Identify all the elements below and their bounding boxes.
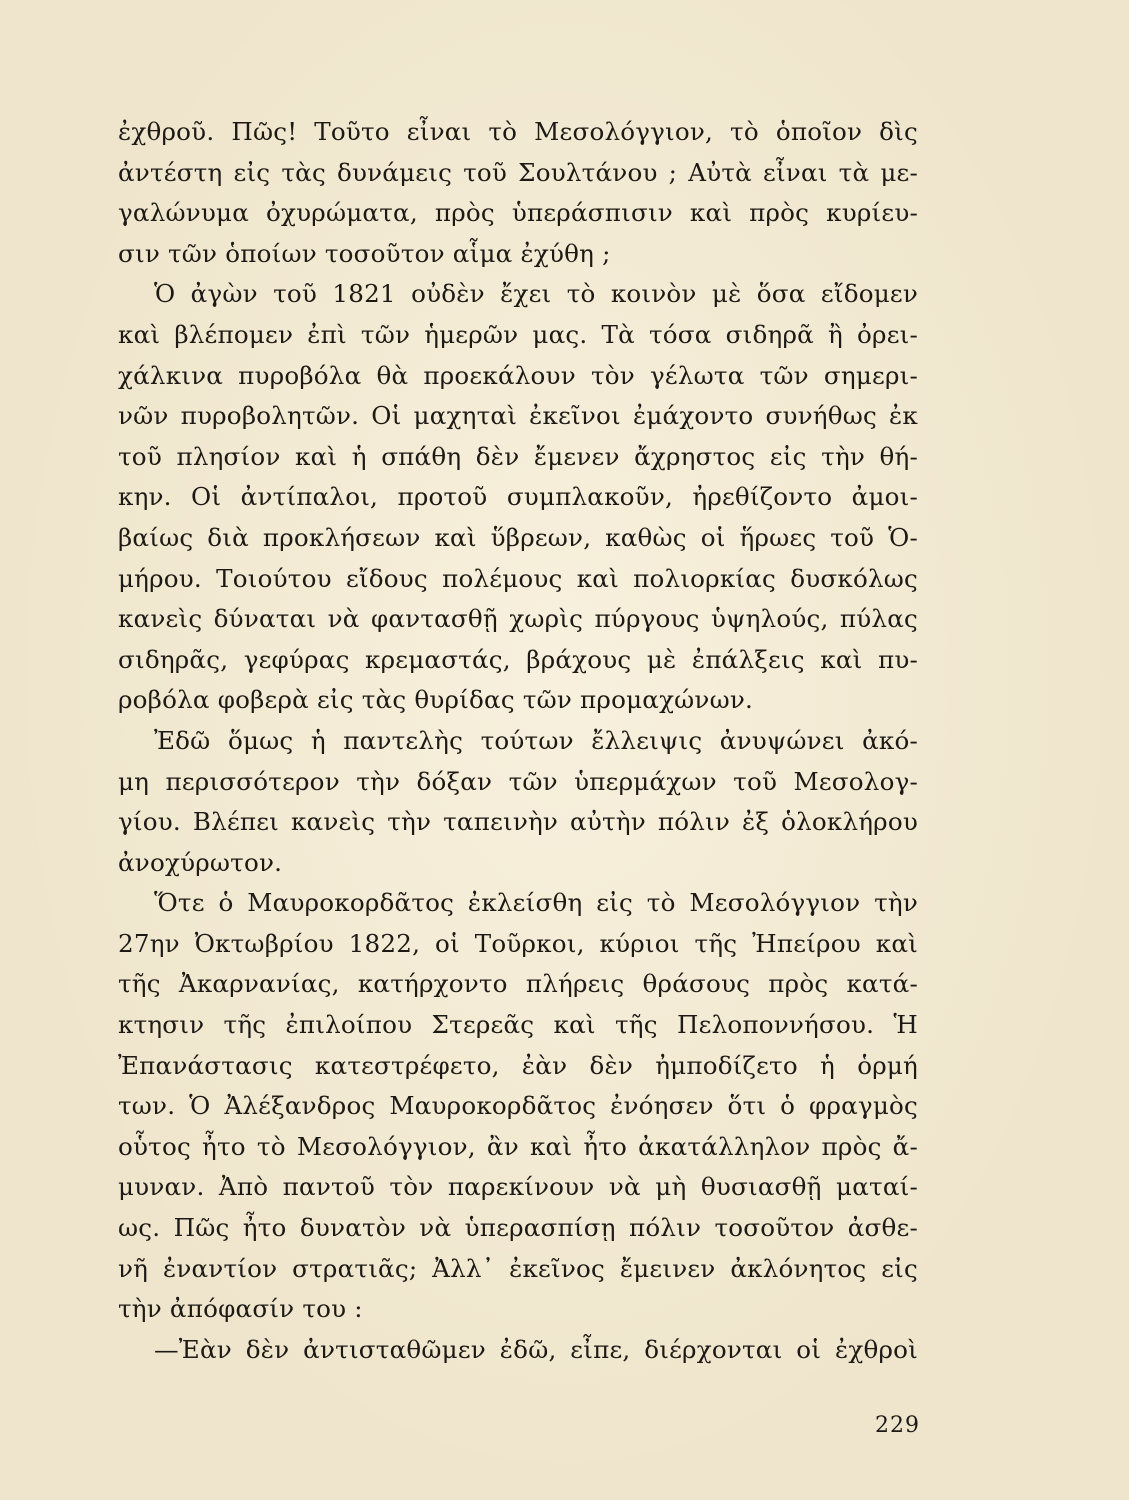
text-line: Ἐδῶ ὅμως ἡ παντελὴς τούτων ἔλλειψις ἀνυψώνει ἀκό- (154, 725, 918, 755)
text-line: γαλώνυμα ὀχυρώματα, πρὸς ὑπεράσπισιν καὶ πρὸς κυρίευ- (118, 198, 918, 228)
text-line: των. Ὁ Ἀλέξανδρος Μαυροκορδᾶτος ἐνόησεν ὅτι ὁ φραγμὸς (118, 1091, 918, 1121)
text-line: —Ἐὰν δὲν ἀντισταθῶμεν ἐδῶ, εἶπε, διέρχονται οἱ ἐχθροὶ (154, 1334, 918, 1364)
text-line: οὗτος ἦτο τὸ Μεσολόγγιον, ἂν καὶ ἦτο ἀκατάλληλον πρὸς ἄ- (118, 1131, 918, 1161)
text-line: τὴν ἀπόφασίν του : (118, 1294, 363, 1324)
text-line: μήρου. Τοιούτου εἴδους πολέμους καὶ πολιορκίας δυσκόλως (118, 563, 918, 593)
text-line: τοῦ πλησίον καὶ ἡ σπάθη δὲν ἔμενεν ἄχρηστος εἰς τὴν θή- (118, 441, 918, 471)
body-text (118, 112, 918, 1370)
text-line: κτησιν τῆς ἐπιλοίπου Στερεᾶς καὶ τῆς Πελοποννήσου. Ἡ (118, 1010, 918, 1040)
text-line: ἀνοχύρωτον. (118, 847, 283, 877)
text-line: κην. Οἱ ἀντίπαλοι, προτοῦ συμπλακοῦν, ἠρεθίζοντο ἀμοι- (118, 482, 918, 512)
text-line: τῆς Ἀκαρνανίας, κατήρχοντο πλήρεις θράσους πρὸς κατά- (118, 969, 918, 999)
text-line: Ἐπανάστασις κατεστρέφετο, ἐὰν δὲν ἠμποδίζετο ἡ ὁρμή (118, 1050, 918, 1080)
page-number: 229 (875, 1413, 920, 1438)
text-line: σιδηρᾶς, γεφύρας κρεμαστάς, βράχους μὲ ἐπάλξεις καὶ πυ- (118, 644, 918, 674)
text-line: καὶ βλέπομεν ἐπὶ τῶν ἡμερῶν μας. Τὰ τόσα σιδηρᾶ ἢ ὀρει- (118, 319, 918, 349)
text-line: νῶν πυροβολητῶν. Οἱ μαχηταὶ ἐκεῖνοι ἐμάχοντο συνήθως ἐκ (118, 401, 918, 431)
text-line: Ὁ ἀγὼν τοῦ 1821 οὐδὲν ἔχει τὸ κοινὸν μὲ ὅσα εἴδομεν (154, 279, 918, 309)
text-line: βαίως διὰ προκλήσεων καὶ ὕβρεων, καθὼς οἱ ἥρωες τοῦ Ὁ- (118, 522, 918, 552)
text-line: κανεὶς δύναται νὰ φαντασθῇ χωρὶς πύργους ὑψηλούς, πύλας (118, 604, 918, 634)
text-line: μη περισσότερον τὴν δόξαν τῶν ὑπερμάχων τοῦ Μεσολογ- (118, 766, 918, 796)
text-line: ἀντέστη εἰς τὰς δυνάμεις τοῦ Σουλτάνου ; Αὐτὰ εἶναι τὰ με- (118, 157, 918, 187)
text-line: 27ην Ὀκτωβρίου 1822, οἱ Τοῦρκοι, κύριοι τῆς Ἠπείρου καὶ (118, 928, 918, 958)
text-line: νῆ ἐναντίον στρατιᾶς; Ἀλλ᾽ ἐκεῖνος ἔμεινεν ἀκλόνητος εἰς (118, 1253, 918, 1283)
text-line: σιν τῶν ὁποίων τοσοῦτον αἷμα ἐχύθη ; (118, 238, 611, 268)
text-line: ροβόλα φοβερὰ εἰς τὰς θυρίδας τῶν προμαχώνων. (118, 685, 753, 715)
text-line: γίου. Βλέπει κανεὶς τὴν ταπεινὴν αὐτὴν πόλιν ἐξ ὁλοκλήρου (118, 807, 918, 837)
text-line: ἐχθροῦ. Πῶς! Τοῦτο εἶναι τὸ Μεσολόγγιον, τὸ ὁποῖον δὶς (118, 117, 918, 146)
text-line: χάλκινα πυροβόλα θὰ προεκάλουν τὸν γέλωτα τῶν σημερι- (118, 360, 918, 390)
text-line: Ὅτε ὁ Μαυροκορδᾶτος ἐκλείσθη εἰς τὸ Μεσολόγγιον τὴν (154, 888, 918, 918)
text-line: ως. Πῶς ἦτο δυνατὸν νὰ ὑπερασπίσῃ πόλιν τοσοῦτον ἀσθε- (118, 1213, 918, 1243)
text-line: μυναν. Ἀπὸ παντοῦ τὸν παρεκίνουν νὰ μὴ θυσιασθῇ ματαί- (118, 1172, 918, 1202)
